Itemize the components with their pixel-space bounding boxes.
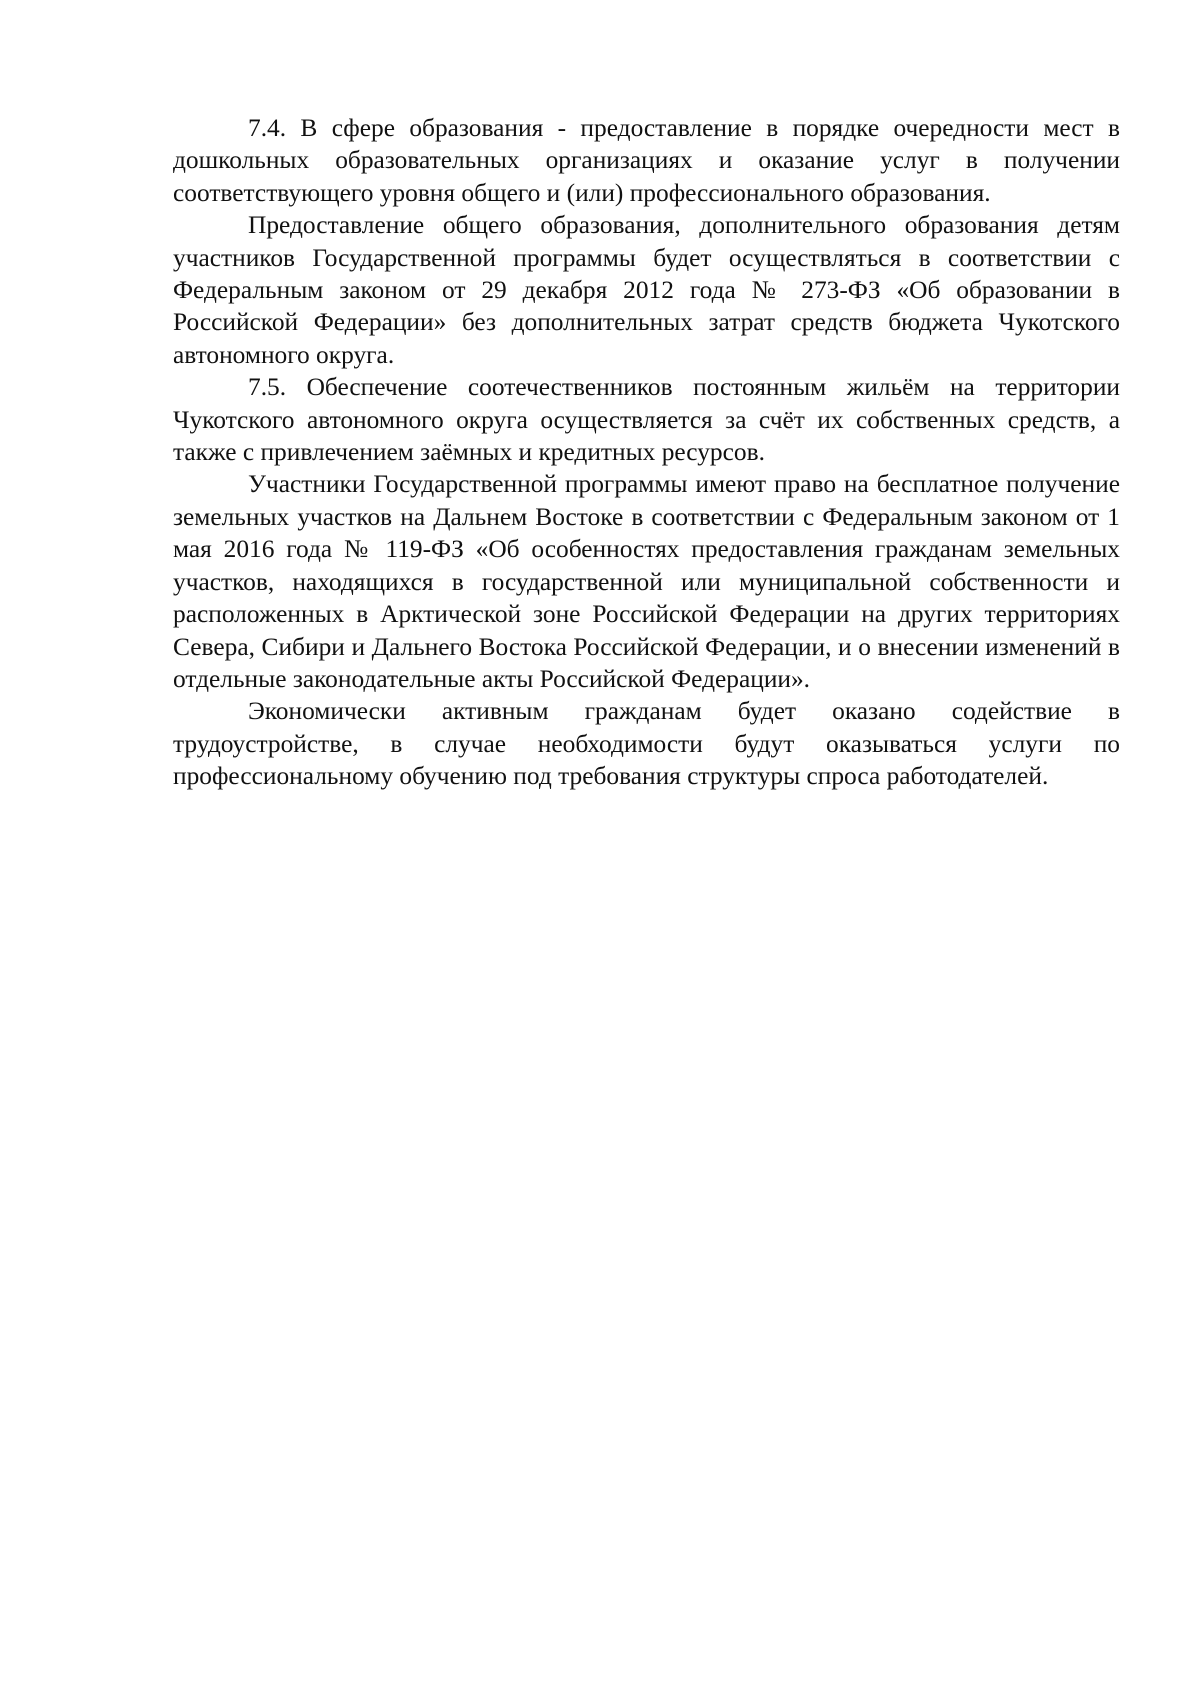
paragraph-land-plots: Участники Государственной программы имеют право на бесплатное получение земельных участков на Дальнем Востоке в соответствии с Федеральным законом от 1 мая 2016 года № 119-ФЗ «Об особенностях предоставления гражданам земельных участков, находящихся в государственной или муниципальной собственности и расположенных в Арктической зоне Российской Федерации на других территориях Севера, Сибири и Дальнего Востока Российской Федерации, и о внесении изменений в отдельные законодательные акты Российской Федерации». [173,470,1120,693]
paragraph-general-education: Предоставление общего образования, дополнительного образования детям участников Государственной программы будет осуществляться в соответствии с Федеральным законом от 29 декабря 2012 года № 273-ФЗ «Об образовании в Российской Федерации» без дополнительных затрат средств бюджета Чукотского автономного округа. [173,211,1120,369]
paragraph-education-7-4: 7.4. В сфере образования - предоставление в порядке очередности мест в дошкольных образовательных организациях и оказание услуг в получении соответствующего уровня общего и (или) профессионального образования. [173,114,1120,207]
paragraph-housing-7-5: 7.5. Обеспечение соотечественников постоянным жильём на территории Чукотского автономного округа осуществляется за счёт их собственных средств, а также с привлечением заёмных и кредитных ресурсов. [173,373,1120,467]
document-body [173,112,1120,793]
paragraph-employment: Экономически активным гражданам будет оказано содействие в трудоустройстве, в случае необходимости будут оказываться услуги по профессиональному обучению под требования структуры спроса работодателей. [173,697,1120,791]
